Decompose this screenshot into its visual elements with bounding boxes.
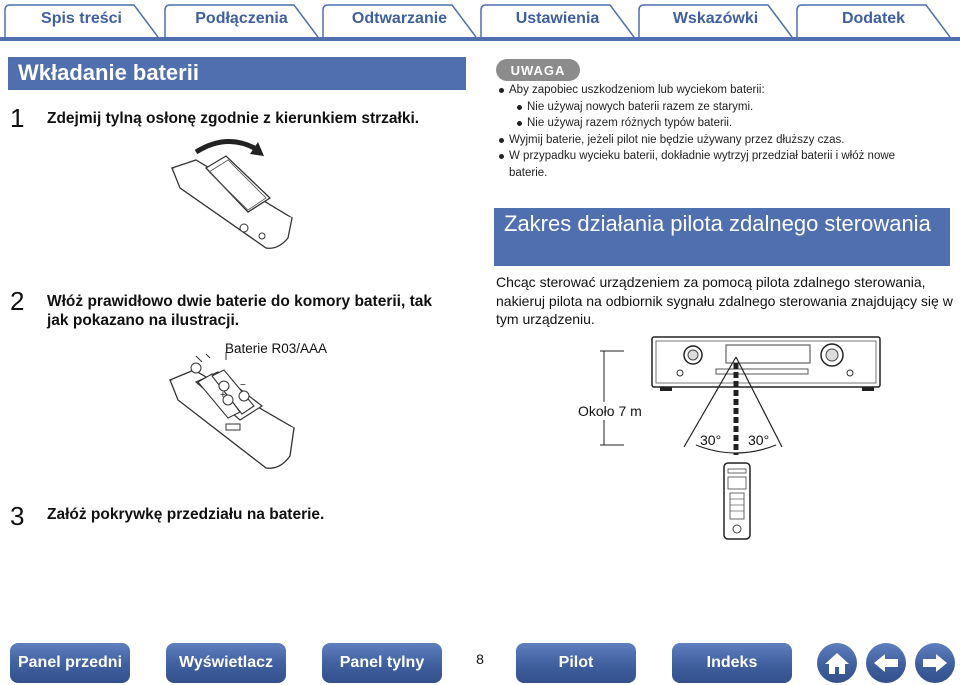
top-navigation [0,0,960,42]
insert-batteries-illustration [166,352,301,474]
notice-item: Aby zapobiec uszkodzeniom lub wyciekom baterii: [496,82,926,99]
nav-pilot-button[interactable] [516,643,636,683]
tab-spis-tresci[interactable] [4,4,159,34]
tab-dodatek[interactable] [796,4,951,34]
tab-label: Odtwarzanie [351,10,448,27]
notice-item: Wyjmij baterie, jeżeli pilot nie będzie używany przez dłuższy czas. [496,132,926,149]
nav-label: Panel przedni [17,654,123,671]
tab-odtwarzanie[interactable] [322,4,477,34]
remote-range-description: Chcąc sterować urządzeniem za pomocą pilota zdalnego sterowania, nakieruj pilota na odbiornik sygnału zdalnego sterowania znajdujący się w tym urządzeniu. [496,274,953,327]
battery-minus-sign: − [240,380,246,391]
battery-plus-sign: + [220,390,226,401]
step-1-number: 1 [10,103,25,133]
nav-label: Pilot [558,654,594,671]
tab-label: Podłączenia [195,10,288,27]
step-1-text: Zdejmij tylną osłonę zgodnie z kierunkiem strzałki. [47,110,420,127]
arrow-left-icon [872,652,900,674]
tab-wskazowki[interactable] [638,4,793,34]
remove-cover-illustration [166,138,296,258]
step-2-number: 2 [10,286,25,316]
notice-badge: UWAGA [496,59,580,81]
battery-caption: Baterie R03/AAA [225,341,328,356]
angle-right-label: 30° [748,432,770,448]
angle-left-label: 30° [700,432,722,448]
section-title-remote-range: Zakres działania pilota zdalnego sterowania [494,208,950,266]
forward-button[interactable] [915,643,955,683]
step-3-number: 3 [10,501,25,531]
nav-indeks-button[interactable] [672,643,792,683]
tab-label: Spis treści [41,10,122,27]
page-number: 8 [476,651,484,667]
step-2-text: Włóż prawidłowo dwie baterie do komory baterii, tak jak pokazano na ilustracji. [47,293,432,329]
back-button[interactable] [866,643,906,683]
tab-label: Dodatek [841,10,906,27]
notice-list [496,82,926,182]
nav-label: Indeks [706,654,758,671]
remote-range-diagram [600,333,890,543]
step-3-text: Załóż pokrywkę przedziału na baterie. [47,506,325,523]
notice-subitem: Nie używaj razem różnych typów baterii. [496,115,926,132]
tab-podlaczenia[interactable] [164,4,319,34]
nav-label: Wyświetlacz [179,654,273,671]
tab-ustawienia[interactable] [480,4,635,34]
home-button[interactable] [817,643,857,683]
tab-label: Ustawienia [515,10,600,27]
notice-subitem: Nie używaj nowych baterii razem ze starymi. [496,99,926,116]
arrow-right-icon [921,652,949,674]
distance-label: Około 7 m [574,402,646,420]
tab-label: Wskazówki [672,10,759,27]
nav-panel-tylny-button[interactable] [322,643,442,683]
section-title-battery: Wkładanie baterii [8,57,466,90]
nav-wyswietlacz-button[interactable] [166,643,286,683]
tabs-divider [0,37,960,41]
nav-panel-przedni-button[interactable] [10,643,130,683]
home-icon [824,651,850,675]
nav-label: Panel tylny [339,654,425,671]
notice-item: W przypadku wycieku baterii, dokładnie wytrzyj przedział baterii i włóż nowe baterie. [496,148,926,181]
